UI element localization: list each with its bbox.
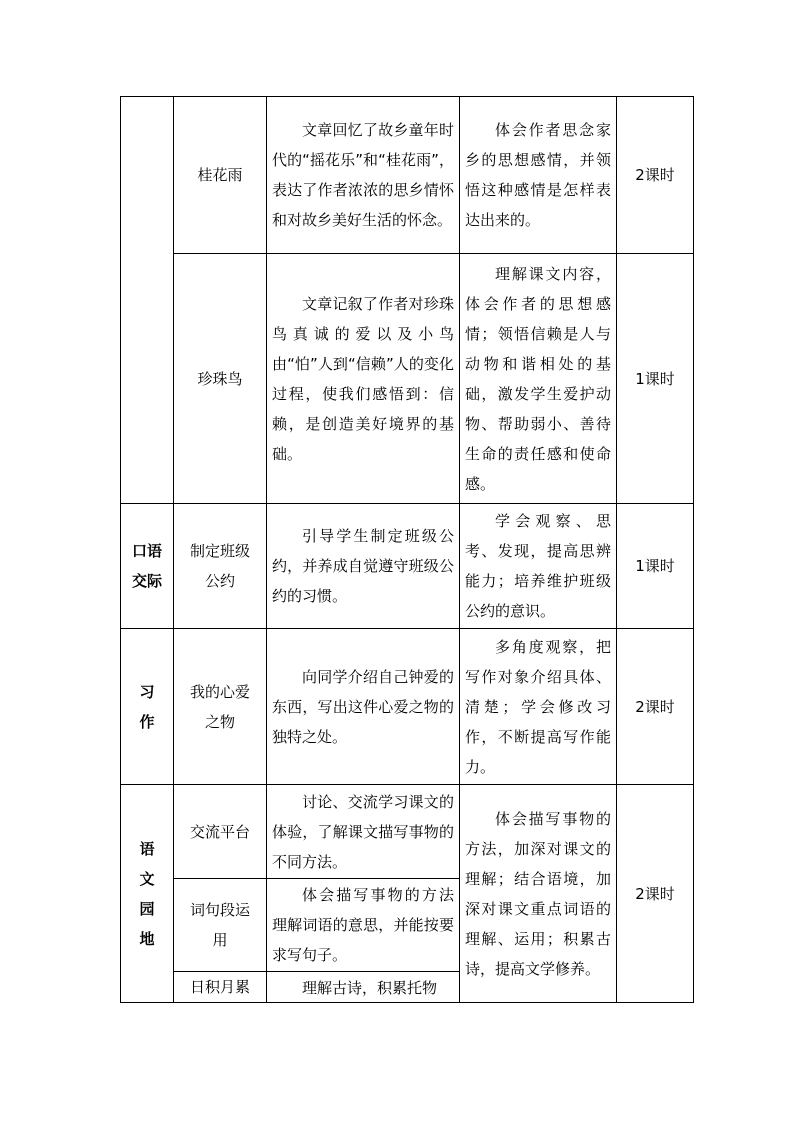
- lesson-hours: 2课时: [617, 97, 694, 254]
- lesson-content: 引导学生制定班级公约，并养成自觉遵守班级公约的习惯。: [267, 504, 460, 629]
- table-row: [121, 504, 694, 629]
- category-cell-empty: [121, 97, 174, 504]
- table-row: [121, 785, 694, 879]
- lesson-content: 理解古诗，积累托物: [267, 972, 460, 1003]
- lesson-content: 讨论、交流学习课文的体验，了解课文描写事物的不同方法。: [267, 785, 460, 879]
- lesson-goal: 体会描写事物的方法，加深对课文的理解；结合语境，加深对课文重点词语的理解、运用；积累古诗，提高文学修养。: [460, 785, 617, 1003]
- lesson-goal: 理解课文内容，体会作者的思想感情；领悟信赖是人与动物和谐相处的基础，激发学生爱护动物、帮助弱小、善待生命的责任感和使命感。: [460, 254, 617, 504]
- lesson-hours: 2课时: [617, 629, 694, 785]
- lesson-hours: 1课时: [617, 254, 694, 504]
- table-row: [121, 254, 694, 504]
- category-cell: 习作: [121, 629, 174, 785]
- lesson-content: 体会描写事物的方法 理解词语的意思，并能按要求写句子。: [267, 879, 460, 972]
- lesson-content: 文章记叙了作者对珍珠鸟真诚的爱以及小鸟由“怕”人到“信赖”人的变化过程，使我们感悟到：信赖，是创造美好境界的基础。: [267, 254, 460, 504]
- category-cell: 语文园地: [121, 785, 174, 1003]
- lesson-title: 日积月累: [174, 972, 267, 1003]
- lesson-title: 珍珠鸟: [174, 254, 267, 504]
- lesson-title: 桂花雨: [174, 97, 267, 254]
- category-cell: 口语交际: [121, 504, 174, 629]
- lesson-title: 交流平台: [174, 785, 267, 879]
- table-row: [121, 629, 694, 785]
- lesson-title: 我的心爱之物: [174, 629, 267, 785]
- lesson-content: 向同学介绍自己钟爱的东西，写出这件心爱之物的独特之处。: [267, 629, 460, 785]
- teaching-plan-table: [120, 96, 694, 1003]
- lesson-hours: 2课时: [617, 785, 694, 1003]
- lesson-hours: 1课时: [617, 504, 694, 629]
- table-row: [121, 97, 694, 254]
- lesson-goal: 多角度观察，把写作对象介绍具体、清楚；学会修改习作，不断提高写作能力。: [460, 629, 617, 785]
- lesson-goal: 体会作者思念家乡的思想感情，并领悟这种感情是怎样表达出来的。: [460, 97, 617, 254]
- lesson-title: 词句段运用: [174, 879, 267, 972]
- lesson-content: 文章回忆了故乡童年时代的“摇花乐”和“桂花雨”，表达了作者浓浓的思乡情怀和对故乡美好生活的怀念。: [267, 97, 460, 254]
- lesson-title: 制定班级公约: [174, 504, 267, 629]
- lesson-goal: 学会观察、思考、发现，提高思辨能力；培养维护班级公约的意识。: [460, 504, 617, 629]
